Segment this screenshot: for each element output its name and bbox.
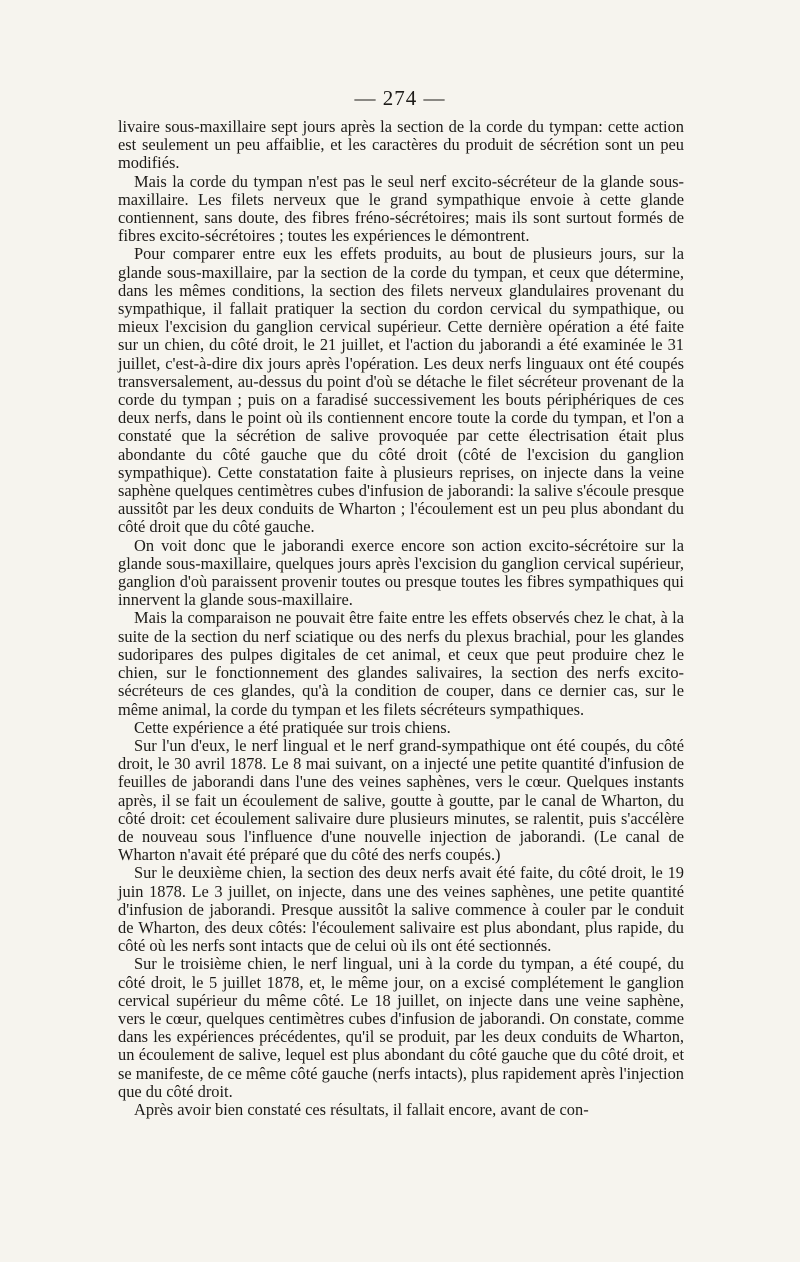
paragraph-3: Pour comparer entre eux les effets produits, au bout de plusieurs jours, sur la glande sous-maxillaire, par la section de la corde du tympan, et ceux que détermine, dans les mêmes conditions, la section des filets nerveux glandulaires provenant du sympathique, il fallait pratiquer la section du cordon cervical du sympathique, ou mieux l'excision du ganglion cervical supérieur. Cette dernière opération a été faite sur un chien, du côté droit, le 21 juillet, et l'action du jaborandi a été examinée le 31 juillet, c'est-à-dire dix jours après l'opération. Les deux nerfs linguaux ont été coupés transversalement, au-dessus du point d'où se détache le filet sécréteur provenant de la corde du tympan ; puis on a faradisé successivement les bouts périphériques de ces deux nerfs, dans le point où ils contiennent encore toute la corde du tympan, et l'on a constaté que la sécrétion de salive provoquée par cette électrisation était plus abondante du côté gauche que du côté droit (côté de l'excision du ganglion sympathique). Cette constatation faite à plusieurs reprises, on injecte dans la veine saphène quelques centimètres cubes d'infusion de jaborandi: la salive s'écoule presque aussitôt par les deux conduits de Wharton ; l'écoulement est un peu plus abondant du côté droit que du côté gauche. bbox=[118, 244, 684, 537]
paragraph-2: Mais la corde du tympan n'est pas le seul nerf excito-sécréteur de la glande sous-maxillaire. Les filets nerveux que le grand sympathique envoie à cette glande contiennent, sans doute, des fibres fréno-sécrétoires; mais ils sont surtout formés de fibres excito-sécrétoires ; toutes les expériences le démontrent. bbox=[118, 171, 684, 246]
paragraph-6: Cette expérience a été pratiquée sur trois chiens. bbox=[134, 717, 451, 737]
paragraph-8: Sur le deuxième chien, la section des deux nerfs avait été faite, du côté droit, le 19 juin 1878. Le 3 juillet, on injecte, dans une des veines saphènes, une petite quantité d'infusion de jaborandi. Presque aussitôt la salive commence à couler par le conduit de Wharton, des deux côtés: l'écoulement salivaire est plus abondant, plus rapide, du côté où les nerfs sont intacts que de celui où ils ont été sectionnés. bbox=[118, 863, 684, 956]
paragraph-1: livaire sous-maxillaire sept jours après la section de la corde du tympan: cette action est seulement un peu affaiblie, et les caractères du produit de sécrétion sont un peu modifiés. bbox=[118, 117, 684, 173]
paragraph-7: Sur l'un d'eux, le nerf lingual et le nerf grand-sympathique ont été coupés, du côté droit, le 30 avril 1878. Le 8 mai suivant, on a injecté une petite quantité d'infusion de feuilles de jaborandi dans l'une des veines saphènes, vers le cœur. Quelques instants après, il se fait un écoulement de salive, goutte à goutte, par le canal de Wharton, du côté droit: cet écoulement salivaire dure plusieurs minutes, se ralentit, puis s'accélère de nouveau sous l'influence d'une nouvelle injection de jaborandi. (Le canal de Wharton n'avait été préparé que du côté des nerfs coupés.) bbox=[118, 735, 684, 865]
paragraph-4: On voit donc que le jaborandi exerce encore son action excito-sécrétoire sur la glande sous-maxillaire, quelques jours après l'excision du ganglion cervical supérieur, ganglion d'où paraissent provenir toutes ou presque toutes les fibres sympathiques qui innervent la glande sous-maxillaire. bbox=[118, 535, 684, 610]
page-number: — 274 — bbox=[354, 86, 446, 110]
body-text bbox=[118, 118, 684, 1119]
paragraph-5: Mais la comparaison ne pouvait être faite entre les effets observés chez le chat, à la suite de la section du nerf sciatique ou des nerfs du plexus brachial, pour les glandes sudoripares des pulpes digitales de cet animal, et ceux que peut produire chez le chien, sur le fonctionnement des glandes salivaires, la section des nerfs excito-sécréteurs de ces glandes, qu'à la condition de couper, dans ce dernier cas, sur le même animal, la corde du tympan et les filets sécréteurs sympathiques. bbox=[118, 608, 684, 719]
paragraph-10: Après avoir bien constaté ces résultats, il fallait encore, avant de con- bbox=[134, 1099, 589, 1119]
paragraph-9: Sur le troisième chien, le nerf lingual, uni à la corde du tympan, a été coupé, du côté droit, le 5 juillet 1878, et, le même jour, on a excisé complétement le ganglion cervical supérieur du même côté. Le 18 juillet, on injecte dans une veine saphène, vers le cœur, quelques centimètres cubes d'infusion de jaborandi. On constate, comme dans les expériences précédentes, qu'il se produit, par les deux conduits de Wharton, un écoulement de salive, lequel est plus abondant du côté gauche que du côté droit, et se manifeste, de ce même côté gauche (nerfs intacts), plus rapidement après l'injection que du côté droit. bbox=[118, 954, 684, 1101]
